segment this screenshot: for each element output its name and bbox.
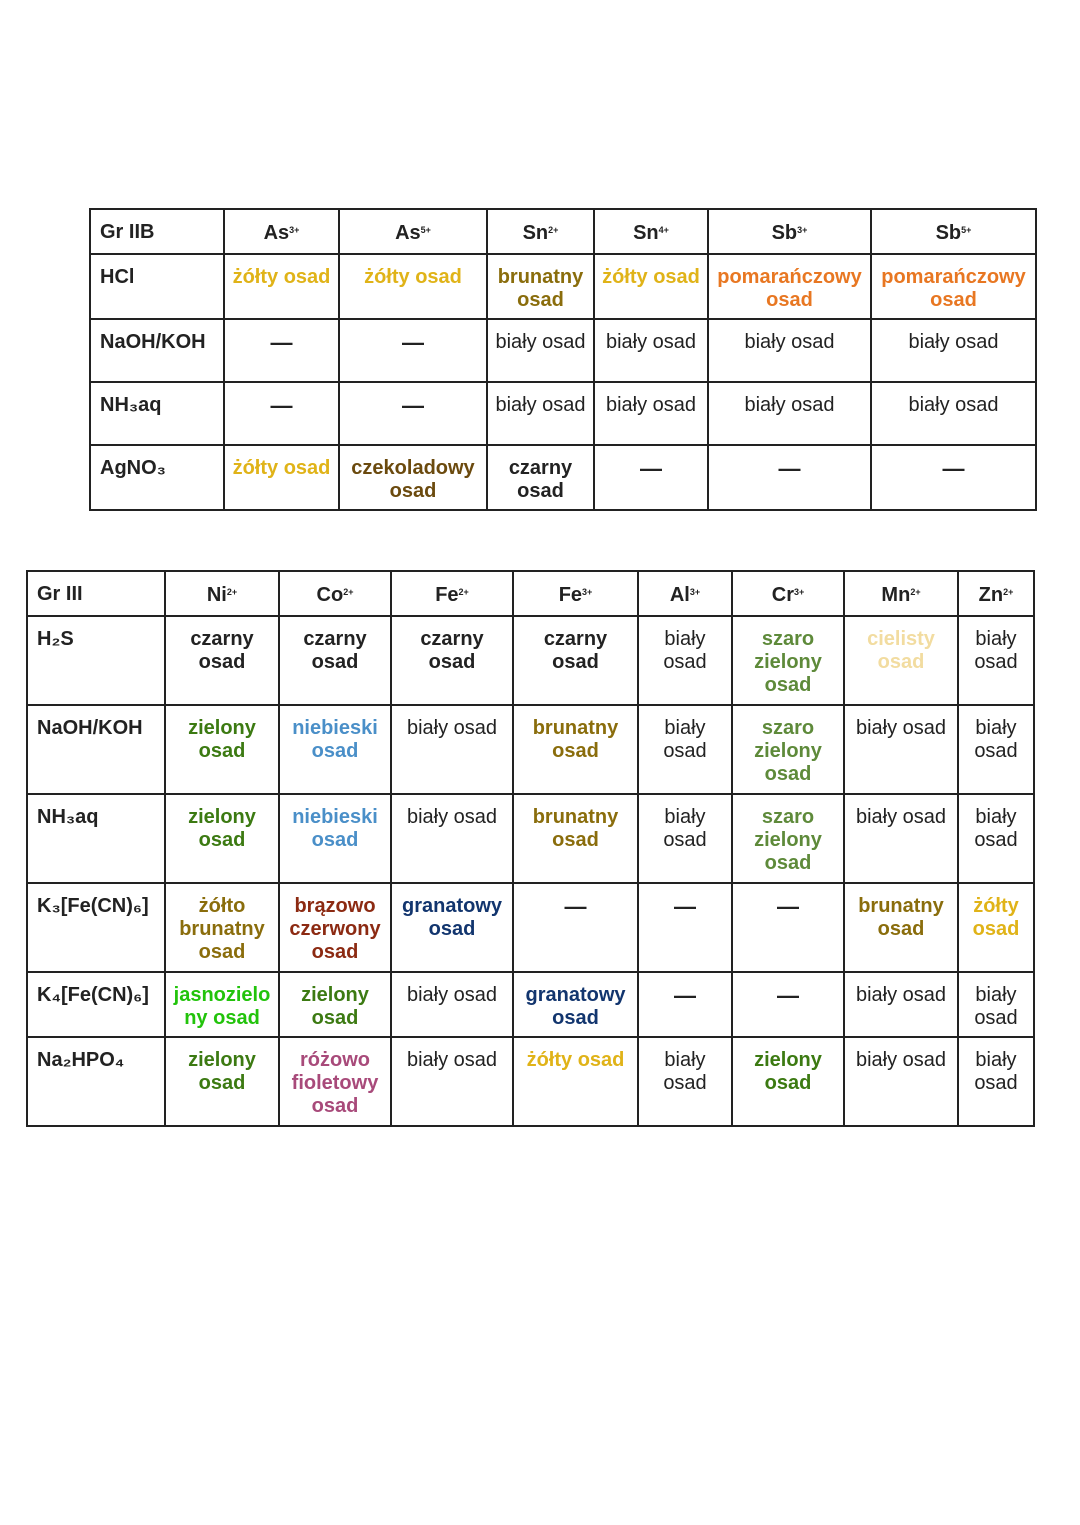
precipitate-cell: żółty osad (513, 1037, 638, 1126)
precipitate-cell: niebieski osad (279, 794, 391, 883)
precipitate-cell: czarny osad (513, 616, 638, 705)
reagent-row (90, 319, 1036, 382)
ion-header (871, 209, 1036, 254)
precipitate-cell: szaro zielony osad (732, 705, 844, 794)
ion-charge: 2+ (548, 225, 559, 235)
precipitate-cell: brunatny osad (487, 254, 594, 319)
no-reaction-cell: — (224, 382, 339, 445)
precipitate-cell: granatowy osad (513, 972, 638, 1037)
reagent-label: HCl (90, 254, 224, 319)
precipitate-cell: szaro zielony osad (732, 616, 844, 705)
ion-symbol: Fe (435, 584, 459, 606)
precipitate-cell: żółty osad (224, 254, 339, 319)
reagent-row (27, 1037, 1034, 1126)
precipitate-cell: biały osad (958, 705, 1034, 794)
precipitate-cell: czarny osad (487, 445, 594, 510)
no-reaction-cell: — (708, 445, 871, 510)
ion-header (279, 571, 391, 616)
precipitate-cell: pomarańczowy osad (708, 254, 871, 319)
ion-charge: 5+ (961, 225, 972, 235)
ion-charge: 2+ (458, 587, 469, 597)
precipitate-cell: biały osad (391, 794, 513, 883)
reagent-label: K₄[Fe(CN)₆] (27, 972, 165, 1037)
no-reaction-cell: — (594, 445, 708, 510)
precipitate-cell: różowo fioletowy osad (279, 1037, 391, 1126)
ion-header (958, 571, 1034, 616)
ion-symbol: Co (316, 584, 344, 606)
ion-symbol: Sb (771, 222, 798, 244)
precipitate-cell: pomarańczowy osad (871, 254, 1036, 319)
no-reaction-cell: — (732, 883, 844, 972)
ion-header (513, 571, 638, 616)
precipitate-cell: biały osad (391, 972, 513, 1037)
precipitate-cell: biały osad (958, 972, 1034, 1037)
precipitate-cell: brązowo czerwony osad (279, 883, 391, 972)
ion-header (638, 571, 732, 616)
precipitate-cell: szaro zielony osad (732, 794, 844, 883)
precipitate-cell: biały osad (871, 382, 1036, 445)
ion-header (708, 209, 871, 254)
ion-charge: 2+ (1003, 587, 1014, 597)
no-reaction-cell: — (732, 972, 844, 1037)
ion-symbol: Mn (881, 584, 911, 606)
precipitate-cell: biały osad (638, 794, 732, 883)
precipitate-cell: brunatny osad (513, 705, 638, 794)
group-label: Gr IIB (90, 209, 224, 254)
reagent-label: NH₃aq (27, 794, 165, 883)
no-reaction-cell: — (339, 319, 487, 382)
precipitate-cell: czarny osad (391, 616, 513, 705)
precipitate-cell: żółty osad (224, 445, 339, 510)
reagent-row (90, 254, 1036, 319)
header-row (27, 571, 1034, 616)
ion-charge: 3+ (289, 225, 300, 235)
precipitate-cell: biały osad (638, 1037, 732, 1126)
no-reaction-cell: — (339, 382, 487, 445)
reagent-label: H₂S (27, 616, 165, 705)
precipitate-cell: cielisty osad (844, 616, 958, 705)
precipitate-cell: żółto brunatny osad (165, 883, 279, 972)
ion-symbol: Fe (558, 584, 583, 606)
reagent-row (90, 445, 1036, 510)
reagent-label: NH₃aq (90, 382, 224, 445)
precipitate-cell: jasnozielony osad (165, 972, 279, 1037)
header-row (90, 209, 1036, 254)
ion-charge: 3+ (582, 587, 593, 597)
ion-charge: 3+ (689, 587, 701, 597)
ion-header (224, 209, 339, 254)
ion-symbol: Sb (935, 222, 962, 244)
precipitate-cell: czarny osad (279, 616, 391, 705)
ion-symbol: As (263, 222, 290, 244)
precipitate-cell: biały osad (871, 319, 1036, 382)
precipitate-cell: biały osad (638, 616, 732, 705)
reagent-label: NaOH/KOH (27, 705, 165, 794)
group-iii-table (26, 570, 1035, 1127)
precipitate-cell: brunatny osad (513, 794, 638, 883)
ion-header (844, 571, 958, 616)
group-label: Gr III (27, 571, 165, 616)
ion-header (391, 571, 513, 616)
ion-symbol: As (395, 222, 421, 244)
precipitate-cell: czarny osad (165, 616, 279, 705)
ion-symbol: Al (669, 584, 690, 606)
precipitate-cell: biały osad (958, 1037, 1034, 1126)
precipitate-cell: biały osad (487, 382, 594, 445)
precipitate-cell: zielony osad (279, 972, 391, 1037)
reagent-row (27, 616, 1034, 705)
precipitate-cell: biały osad (638, 705, 732, 794)
ion-header (165, 571, 279, 616)
no-reaction-cell: — (224, 319, 339, 382)
no-reaction-cell: — (513, 883, 638, 972)
reagent-row (27, 883, 1034, 972)
ion-symbol: Ni (206, 584, 227, 606)
precipitate-cell: biały osad (708, 319, 871, 382)
precipitate-cell: biały osad (844, 1037, 958, 1126)
precipitate-cell: żółty osad (594, 254, 708, 319)
ion-charge: 2+ (343, 587, 354, 597)
precipitate-cell: żółty osad (339, 254, 487, 319)
precipitate-cell: żółty osad (958, 883, 1034, 972)
precipitate-cell: biały osad (594, 382, 708, 445)
ion-symbol: Sn (633, 222, 659, 244)
ion-charge: 3+ (797, 225, 808, 235)
precipitate-cell: biały osad (594, 319, 708, 382)
reagent-row (27, 972, 1034, 1037)
precipitate-cell: biały osad (958, 616, 1034, 705)
precipitate-cell: granatowy osad (391, 883, 513, 972)
ion-symbol: Zn (978, 584, 1004, 606)
reagent-row (27, 794, 1034, 883)
precipitate-cell: zielony osad (732, 1037, 844, 1126)
ion-charge: 2+ (910, 587, 921, 597)
ion-charge: 3+ (793, 587, 805, 597)
reagent-label: Na₂HPO₄ (27, 1037, 165, 1126)
precipitate-cell: zielony osad (165, 1037, 279, 1126)
reagent-label: K₃[Fe(CN)₆] (27, 883, 165, 972)
reagent-row (90, 382, 1036, 445)
precipitate-cell: niebieski osad (279, 705, 391, 794)
no-reaction-cell: — (638, 972, 732, 1037)
ion-charge: 2+ (226, 587, 238, 597)
precipitate-cell: biały osad (391, 1037, 513, 1126)
ion-charge: 4+ (658, 225, 669, 235)
ion-header (487, 209, 594, 254)
group-iib-table (89, 208, 1037, 511)
ion-symbol: Cr (771, 584, 794, 606)
reagent-label: AgNO₃ (90, 445, 224, 510)
ion-header (594, 209, 708, 254)
no-reaction-cell: — (638, 883, 732, 972)
precipitate-cell: zielony osad (165, 705, 279, 794)
precipitate-cell: zielony osad (165, 794, 279, 883)
precipitate-cell: brunatny osad (844, 883, 958, 972)
ion-header (339, 209, 487, 254)
reagent-row (27, 705, 1034, 794)
precipitate-cell: czekoladowy osad (339, 445, 487, 510)
precipitate-cell: biały osad (391, 705, 513, 794)
precipitate-cell: biały osad (708, 382, 871, 445)
ion-charge: 5+ (420, 225, 431, 235)
ion-header (732, 571, 844, 616)
precipitate-cell: biały osad (844, 794, 958, 883)
reagent-label: NaOH/KOH (90, 319, 224, 382)
no-reaction-cell: — (871, 445, 1036, 510)
ion-symbol: Sn (522, 222, 549, 244)
precipitate-cell: biały osad (958, 794, 1034, 883)
precipitate-cell: biały osad (487, 319, 594, 382)
precipitate-cell: biały osad (844, 705, 958, 794)
precipitate-cell: biały osad (844, 972, 958, 1037)
